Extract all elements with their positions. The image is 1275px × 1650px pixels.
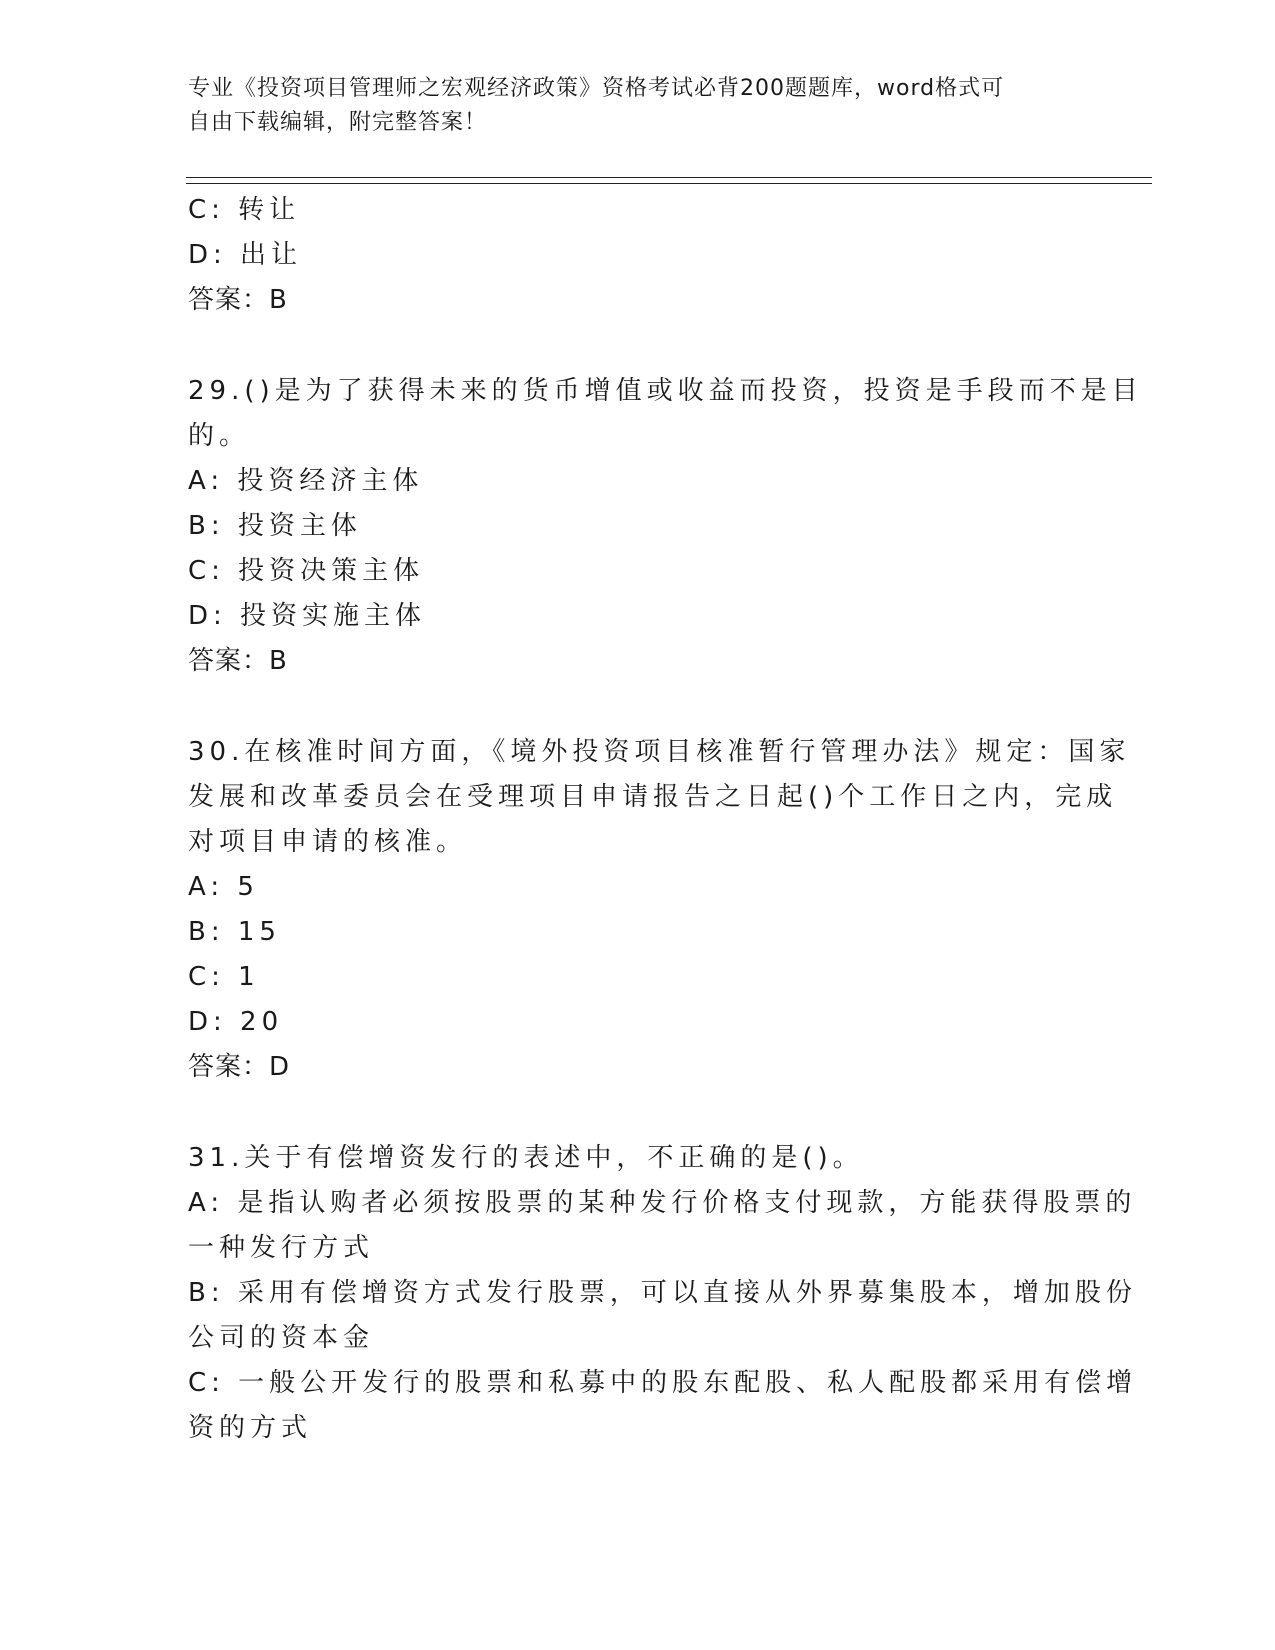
answer: 答案：B [188,285,288,315]
question-30 [188,730,1131,1090]
option-b: B: 15 [188,917,281,947]
option-c-line-1: C: 一般公开发行的股票和私募中的股东配股、私人配股都采用有偿增 [188,1368,1138,1398]
question-text-line-3: 对项目申请的核准。 [188,827,468,857]
spacer [188,1090,1088,1136]
option-b-line-1: B: 采用有偿增资方式发行股票，可以直接从外界募集股本，增加股份 [188,1278,1137,1308]
document-header [188,72,1068,140]
option-b: B: 投资主体 [188,511,362,541]
spacer [188,684,1088,730]
option-a-line-1: A: 是指认购者必须按股票的某种发行价格支付现款，方能获得股票的 [188,1188,1137,1218]
question-31 [188,1136,1138,1451]
option-a: A: 投资经济主体 [188,466,424,496]
option-c: C: 转让 [188,195,301,225]
header-line-1: 专业《投资项目管理师之宏观经济政策》资格考试必背200题题库，word格式可 [188,76,1005,101]
question-list [188,188,1143,1451]
question-text-line-1: 30.在核准时间方面，《境外投资项目核准暂行管理办法》规定：国家 [188,737,1131,767]
option-a: A: 5 [188,872,259,902]
option-c: C: 投资决策主体 [188,556,425,586]
option-c: C: 1 [188,962,260,992]
option-d: D: 投资实施主体 [188,601,427,631]
option-d: D: 20 [188,1007,284,1037]
header-divider-top [186,177,1152,178]
header-line-2: 自由下载编辑，附完整答案！ [188,110,488,135]
option-d: D: 出让 [188,240,303,270]
question-text-line-1: 29.()是为了获得未来的货币增值或收益而投资，投资是手段而不是目 [188,376,1143,406]
option-a-line-2: 一种发行方式 [188,1233,375,1263]
question-29 [188,369,1143,684]
option-b-line-2: 公司的资本金 [188,1323,375,1353]
answer: 答案：B [188,646,288,676]
spacer [188,323,1088,369]
header-divider-bottom [186,183,1152,184]
question-text-line-1: 31.关于有偿增资发行的表述中，不正确的是()。 [188,1143,864,1173]
question-text-line-2: 发展和改革委员会在受理项目申请报告之日起()个工作日之内，完成 [188,782,1118,812]
answer: 答案：D [188,1052,291,1082]
option-c-line-2: 资的方式 [188,1413,313,1443]
question-text-line-2: 的。 [188,421,251,451]
question-28-tail [188,188,1088,323]
